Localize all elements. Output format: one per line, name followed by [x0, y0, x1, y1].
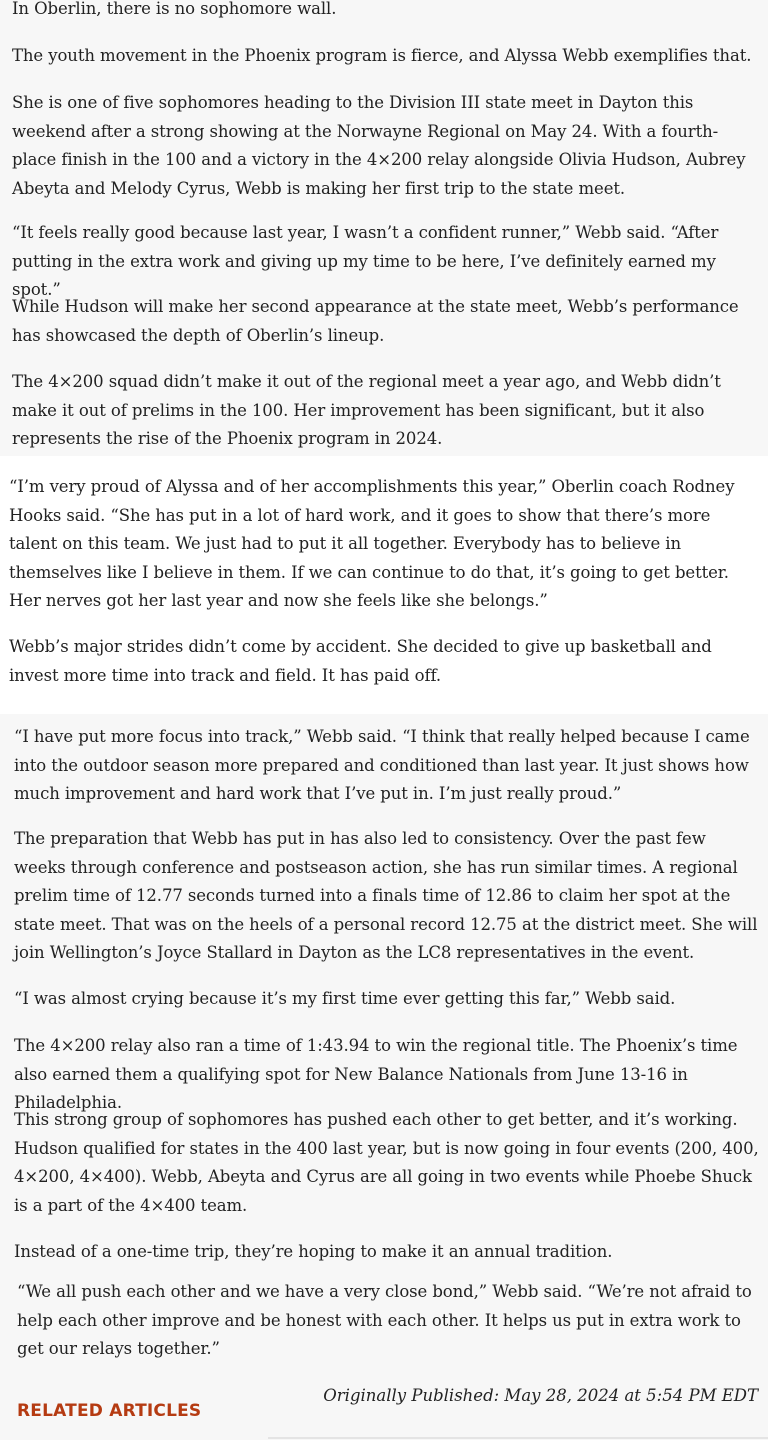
article-paragraph: “We all push each other and we have a very close bond,” Webb said. “We’re not afraid to help each other improve and be honest with each other. It helps us put in extra work to get our relays together.”	[17, 1282, 752, 1358]
article-paragraph: The 4×200 relay also ran a time of 1:43.94 to win the regional title. The Phoenix’s time also earned them a qualifying spot for New Balance Nationals from June 13-16 in Philadelphia.	[14, 1036, 738, 1112]
article-paragraph: “It feels really good because last year, I wasn’t a confident runner,” Webb said. “After putting in the extra work and giving up my time to be here, I’ve definitely earned my spot.”	[12, 223, 719, 299]
published-date: Originally Published: May 28, 2024 at 5:54 PM EDT	[323, 1386, 758, 1405]
article-paragraph: Instead of a one-time trip, they’re hoping to make it an annual tradition.	[14, 1242, 613, 1261]
article-paragraph: This strong group of sophomores has pushed each other to get better, and it’s working. Hudson qualified for states in the 400 last year, but is now going in four events (200, 400, 4×200, 4×400). Webb, Abeyta and Cyrus are all going in two events while Phoebe Shuck is a part of the 4×400 team.	[14, 1110, 759, 1215]
article-paragraph: While Hudson will make her second appearance at the state meet, Webb’s performance has showcased the depth of Oberlin’s lineup.	[12, 297, 739, 345]
article-paragraph: “I have put more focus into track,” Webb said. “I think that really helped because I came into the outdoor season more prepared and conditioned than last year. It just shows how much improvement and hard work that I’ve put in. I’m just really proud.”	[14, 727, 750, 803]
article-paragraph: The preparation that Webb has put in has also led to consistency. Over the past few weeks through conference and postseason action, she has run similar times. A regional prelim time of 12.77 seconds turned into a finals time of 12.86 to claim her spot at the state meet. That was on the heels of a personal record 12.75 at the district meet. She will join Wellington’s Joyce Stallard in Dayton as the LC8 representatives in the event.	[14, 829, 758, 962]
related-articles-heading: RELATED ARTICLES	[17, 1401, 202, 1421]
article-paragraph: Webb’s major strides didn’t come by accident. She decided to give up basketball and invest more time into track and field. It has paid off.	[9, 637, 712, 685]
article-paragraph: “I’m very proud of Alyssa and of her accomplishments this year,” Oberlin coach Rodney Hooks said. “She has put in a lot of hard work, and it goes to show that there’s more talent on this team. We just had to put it all together. Everybody has to believe in themselves like I believe in them. If we can continue to do that, it’s going to get better. Her nerves got her last year and now she feels like she belongs.”	[9, 477, 735, 610]
article-paragraph: The 4×200 squad didn’t make it out of the regional meet a year ago, and Webb didn’t make it out of prelims in the 100. Her improvement has been significant, but it also represents the rise of the Phoenix program in 2024.	[12, 372, 721, 448]
article-paragraph: In Oberlin, there is no sophomore wall.	[12, 0, 337, 18]
article-paragraph: The youth movement in the Phoenix program is fierce, and Alyssa Webb exemplifies that.	[12, 46, 752, 65]
article-paragraph: She is one of five sophomores heading to the Division III state meet in Dayton this weekend after a strong showing at the Norwayne Regional on May 24. With a fourth-place finish in the 100 and a victory in the 4×200 relay alongside Olivia Hudson, Aubrey Abeyta and Melody Cyrus, Webb is making her first trip to the state meet.	[12, 93, 746, 198]
article-paragraph: “I was almost crying because it’s my first time ever getting this far,” Webb said.	[14, 989, 676, 1008]
section-divider	[268, 1437, 768, 1439]
